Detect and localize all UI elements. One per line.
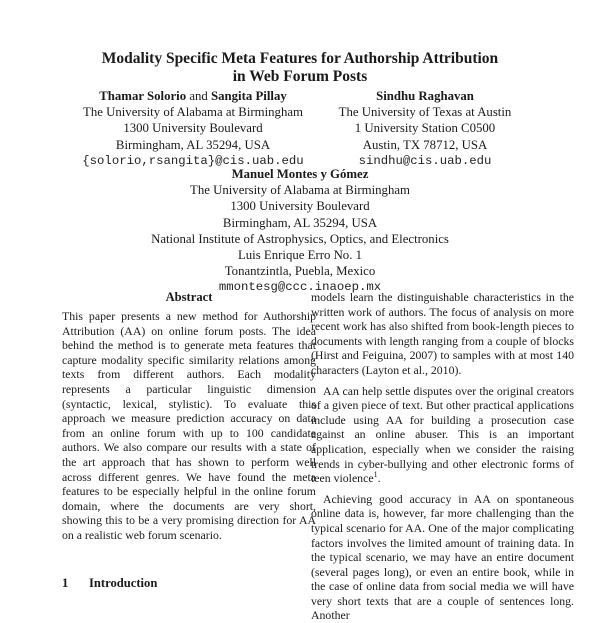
title-line-1: Modality Specific Meta Features for Authorship Attribution: [101, 50, 499, 67]
paragraph-end: .: [377, 471, 381, 486]
section-title: Introduction: [89, 576, 158, 590]
abstract-heading: Abstract: [165, 290, 213, 304]
affiliation-line: National Institute of Astrophysics, Optics, and Electronics: [151, 231, 449, 246]
paragraph-text: AA can help settle disputes over the original creators of a given piece of text. But other practical applications include using AA for building a prosecution case against an online abuser. This is an important application, especially when we consider the raising trends in cyber-bullying and other electronic forms of teen violence: [311, 383, 574, 486]
author-block-raghavan: [318, 88, 532, 169]
author-name: Sangita Pillay: [211, 89, 287, 103]
affiliation-line: Birmingham, AL 35294, USA: [115, 137, 271, 152]
author-name: Manuel Montes y Gómez: [231, 167, 369, 181]
affiliation-line: The University of Alabama at Birmingham: [83, 105, 303, 120]
author-email: {solorio,rsangita}@cis.uab.edu: [82, 153, 304, 168]
author-email: mmontesg@ccc.inaoep.mx: [218, 280, 382, 295]
author-name: Thamar Solorio: [99, 89, 187, 103]
paragraph: [311, 384, 574, 486]
affiliation-line: 1300 University Boulevard: [230, 199, 370, 214]
affiliation-line: The University of Alabama at Birmingham: [190, 183, 410, 198]
author-block-solorio-pillay: [74, 88, 312, 169]
author-names: [74, 88, 312, 104]
affiliation-line: Luis Enrique Erro No. 1: [237, 248, 363, 263]
footnote-marker: 1: [373, 470, 378, 480]
author-block-montes: [0, 166, 600, 296]
author-email: sindhu@cis.uab.edu: [358, 153, 492, 168]
affiliation-line: 1 University Station C0500: [354, 121, 496, 136]
paragraph: models learn the distinguishable characteristics in the written work of authors. The focus of analysis on more recent work has also shifted from book-length pieces to documents with length ranging from a couple of blocks (Hirst and Feiguina, 2007) to samples with at most 140 characters (Layton et al., 2010).: [311, 290, 574, 377]
affiliation-line: Tonantzintla, Puebla, Mexico: [224, 264, 376, 279]
affiliation-line: Birmingham, AL 35294, USA: [222, 215, 378, 230]
section-number: 1: [62, 576, 69, 590]
author-name: Sindhu Raghavan: [376, 89, 474, 103]
affiliation-line: The University of Texas at Austin: [338, 105, 512, 120]
paragraph: Achieving good accuracy in AA on spontaneous online data is, however, far more challenging than the typical scenario for AA. One of the major complicating factors involves the limited amount of training data. In the typical scenario, we may have an entire document (several pages long), or even an entire book, while in the case of online data from social media we will have very short texts that are a couple of sentences long. Another: [311, 491, 574, 623]
paper-title: [0, 50, 600, 86]
abstract-text: This paper presents a new method for Authorship Attribution (AA) on online forum posts. The idea behind the method is to generate meta features that capture modality specific similarity relations among texts from different authors. Each modality represents a particular linguistic dimension (syntactic, lexical, stylistic). To evaluate this approach we measure prediction accuracy on data from an online forum with up to 100 candidate authors. We also compare our results with a state of the art approach that has shown to perform well across different genres. We have found the meta features to be especially helpful in the online forum domain, where the documents are very short, showing this to be a very promising direction for AA on a realistic web forum scenario.: [62, 309, 316, 542]
right-column-text: [311, 290, 574, 623]
affiliation-line: Austin, TX 78712, USA: [362, 137, 488, 152]
affiliation-line: 1300 University Boulevard: [123, 121, 263, 136]
section-heading-introduction: [62, 576, 157, 591]
author-conjunction: and: [189, 89, 208, 103]
title-line-2: in Web Forum Posts: [232, 68, 368, 85]
